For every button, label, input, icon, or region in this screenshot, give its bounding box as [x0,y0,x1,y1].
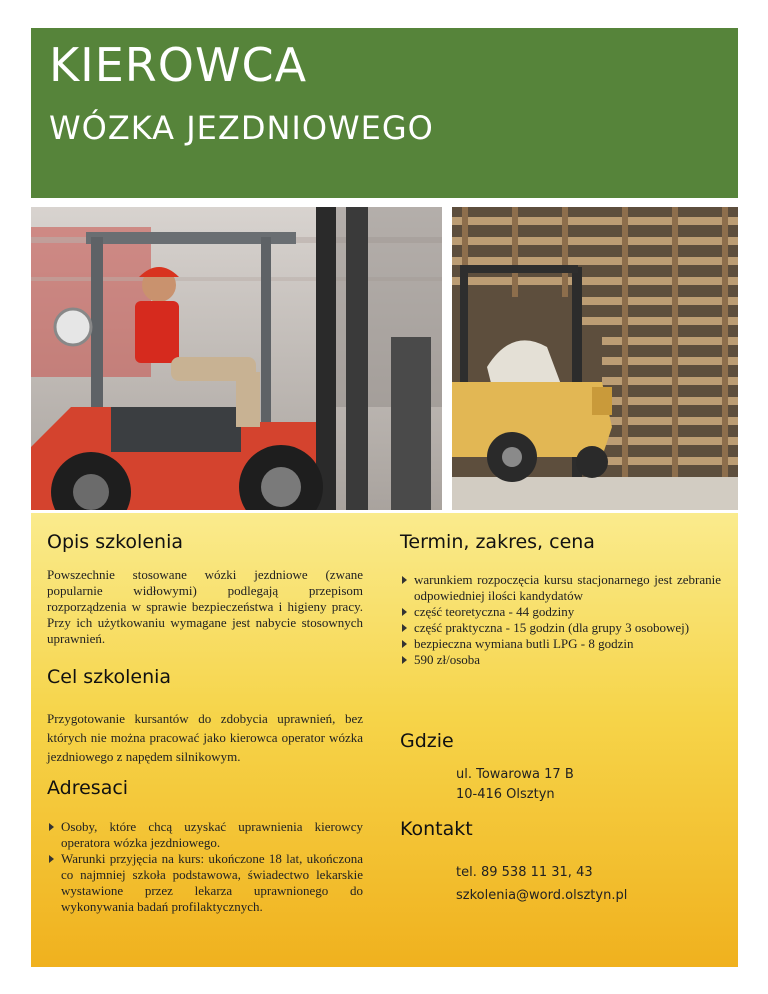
list-item: warunkiem rozpoczęcia kursu stacjonarnego jest zebranie odpowiedniej ilości kandydatów [400,572,721,604]
heading-opis: Opis szkolenia [47,531,183,553]
heading-kontakt: Kontakt [400,818,473,840]
photo-forklift-pallets [452,207,738,510]
heading-adresaci: Adresaci [47,777,129,799]
info-panel [31,513,738,967]
list-item: część teoretyczna - 44 godziny [400,604,721,620]
list-item: część praktyczna - 15 godzin (dla grupy 3 osobowej) [400,620,721,636]
heading-termin: Termin, zakres, cena [400,531,595,553]
list-item: Warunki przyjęcia na kurs: ukończone 18 lat, ukończona co najmniej szkoła podstawowa, świadectwo lekarskie wystawione przez lekarza uprawnionego do wykonywania badań profilaktycznych. [47,851,363,915]
title-sub: WÓZKA JEZDNIOWEGO [49,109,434,147]
heading-cel: Cel szkolenia [47,666,172,688]
contact-phone[interactable]: tel. 89 538 11 31, 43 [456,865,593,880]
adresaci-list [47,819,363,915]
list-item: 590 zł/osoba [400,652,721,668]
cel-text: Przygotowanie kursantów do zdobycia uprawnień, bez których nie można pracować jako kierowca operator wózka jezdniowego z napędem silnikowym. [47,711,363,764]
photo-forklift-operator [31,207,442,510]
title-main: KIEROWCA [49,38,308,92]
termin-list [400,572,721,668]
list-item: Osoby, które chcą uzyskać uprawnienia kierowcy operatora wózka jezdniowego. [47,819,363,851]
heading-gdzie: Gdzie [400,730,454,752]
list-item: bezpieczna wymiana butli LPG - 8 godzin [400,636,721,652]
header-banner [31,28,738,198]
address-city: 10-416 Olsztyn [456,787,555,802]
address-street: ul. Towarowa 17 B [456,767,574,782]
opis-text: Powszechnie stosowane wózki jezdniowe (zwane popularnie widłowymi) podlegają przepisom rozporządzenia w sprawie bezpieczeństwa i higieny pracy. Przy ich użytkowaniu wymagane jest nabycie stosownych uprawnień. [47,567,363,646]
contact-email[interactable]: szkolenia@word.olsztyn.pl [456,888,628,903]
